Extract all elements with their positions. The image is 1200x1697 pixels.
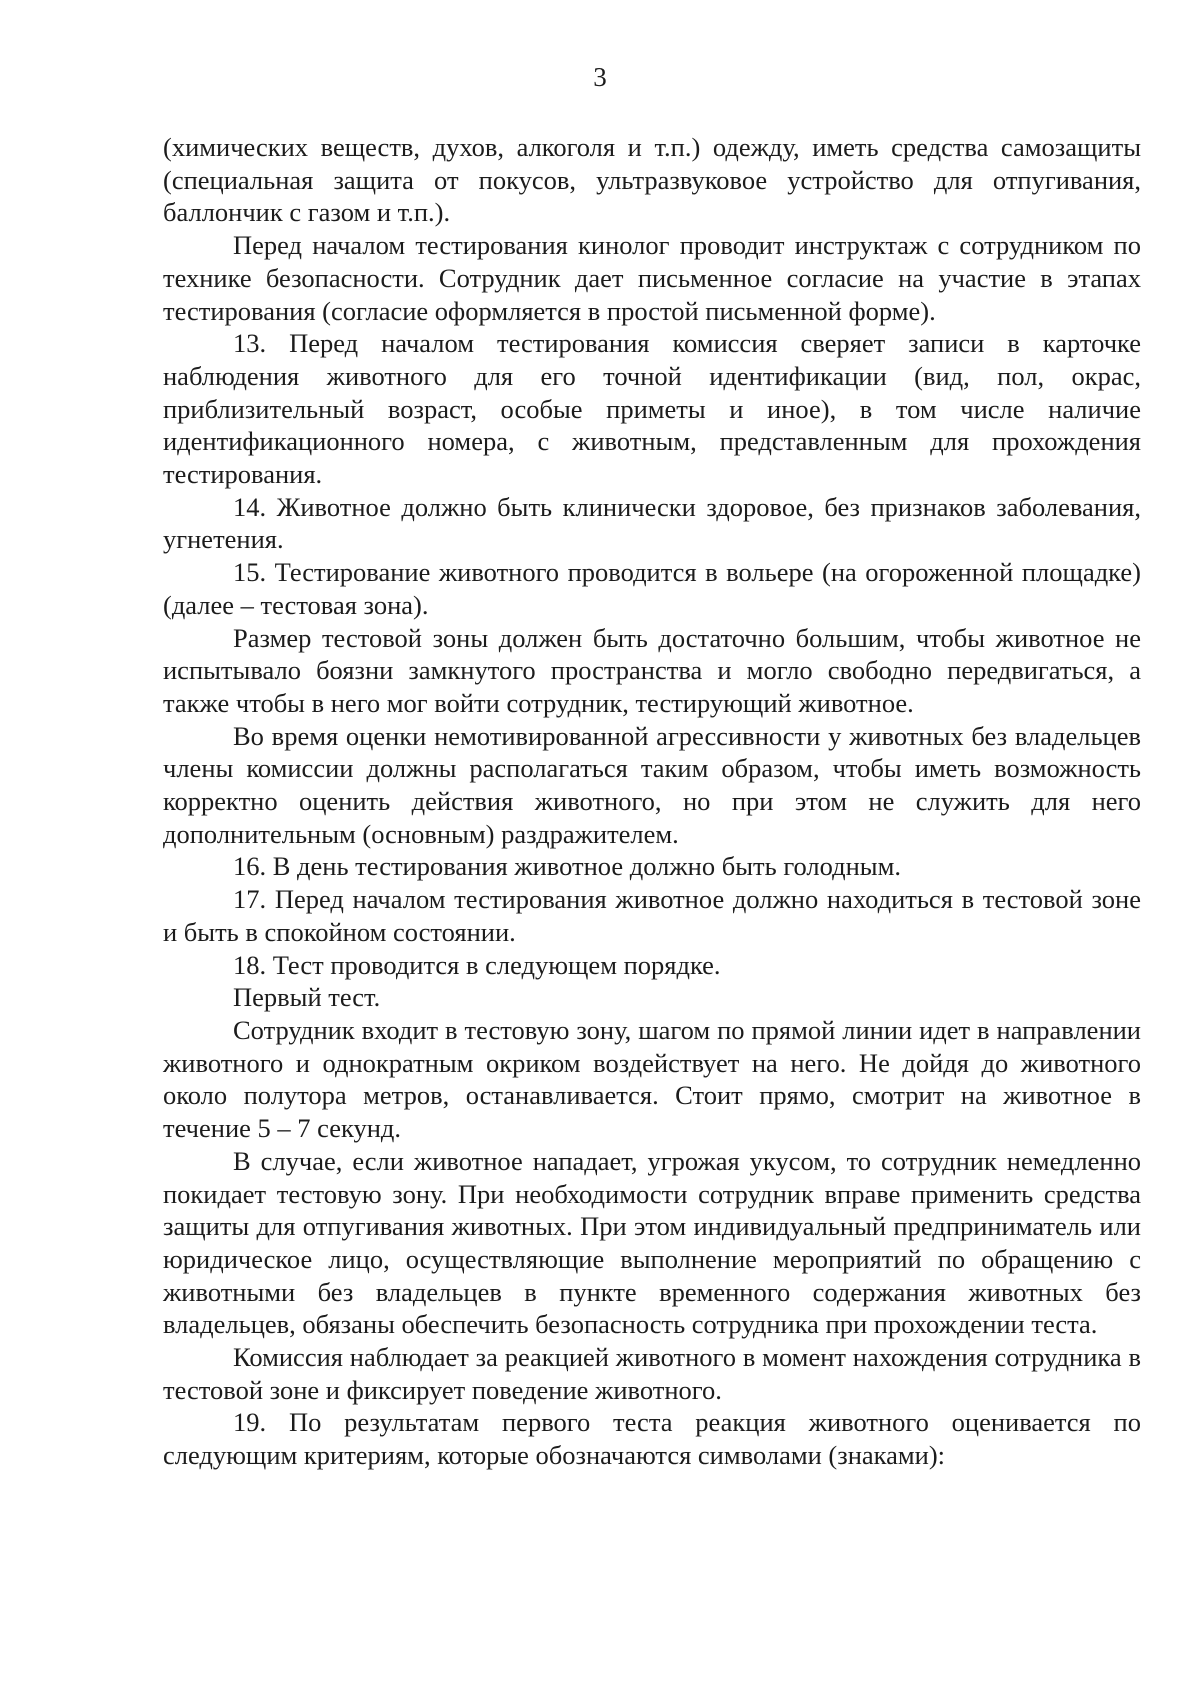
paragraph: В случае, если животное нападает, угрожая укусом, то сотрудник немедленно покидает тестовую зону. При необходимости сотрудник вправе применить средства защиты для отпугивания животных. При этом индивидуальный предприниматель или юридическое лицо, осуществляющие выполнение мероприятий по обращению с животными без владельцев в пункте временного содержания животных без владельцев, обязаны обеспечить безопасность сотрудника при прохождении теста. [163, 1145, 1141, 1340]
paragraph: (химических веществ, духов, алкоголя и т.п.) одежду, иметь средства самозащиты (специальная защита от покусов, ультразвуковое устройство для отпугивания, баллончик с газом и т.п.). [163, 132, 1141, 228]
paragraph: 14. Животное должно быть клинически здоровое, без признаков заболевания, угнетения. [163, 491, 1141, 555]
paragraph: 19. По результатам первого теста реакция животного оценивается по следующим критериям, которые обозначаются символами (знаками): [163, 1407, 1141, 1471]
paragraph: 15. Тестирование животного проводится в вольере (на огороженной площадке) (далее – тестовая зона). [163, 557, 1141, 620]
paragraph: Сотрудник входит в тестовую зону, шагом по прямой линии идет в направлении животного и однократным окриком воздействует на него. Не дойдя до животного около полутора метров, останавливается. Стоит прямо, смотрит на животное в течение 5 – 7 секунд. [163, 1014, 1141, 1144]
paragraph: Комиссия наблюдает за реакцией животного в момент нахождения сотрудника в тестовой зоне и фиксирует поведение животного. [163, 1342, 1141, 1405]
paragraph: Размер тестовой зоны должен быть достаточно большим, чтобы животное не испытывало боязни замкнутого пространства и могло свободно передвигаться, а также чтобы в него мог войти сотрудник, тестирующий животное. [163, 622, 1141, 718]
document-body [163, 131, 1141, 1472]
paragraph: 17. Перед началом тестирования животное должно находиться в тестовой зоне и быть в спокойном состоянии. [163, 884, 1141, 947]
paragraph: Во время оценки немотивированной агрессивности у животных без владельцев члены комиссии должны располагаться таким образом, чтобы иметь возможность корректно оценить действия животного, но при этом не служить для него дополнительным (основным) раздражителем. [163, 720, 1141, 849]
paragraph: 13. Перед началом тестирования комиссия сверяет записи в карточке наблюдения животного для его точной идентификации (вид, пол, окрас, приблизительный возраст, особые приметы и иное), в том числе наличие идентификационного номера, с животным, представленным для прохождения тестирования. [163, 328, 1141, 490]
paragraph: Первый тест. [233, 982, 381, 1013]
page-number: 3 [593, 62, 607, 92]
paragraph: 18. Тест проводится в следующем порядке. [233, 949, 721, 980]
paragraph: 16. В день тестирования животное должно быть голодным. [233, 851, 901, 882]
paragraph: Перед началом тестирования кинолог проводит инструктаж с сотрудником по технике безопасности. Сотрудник дает письменное согласие на участие в этапах тестирования (согласие оформляется в простой письменной форме). [163, 230, 1141, 326]
